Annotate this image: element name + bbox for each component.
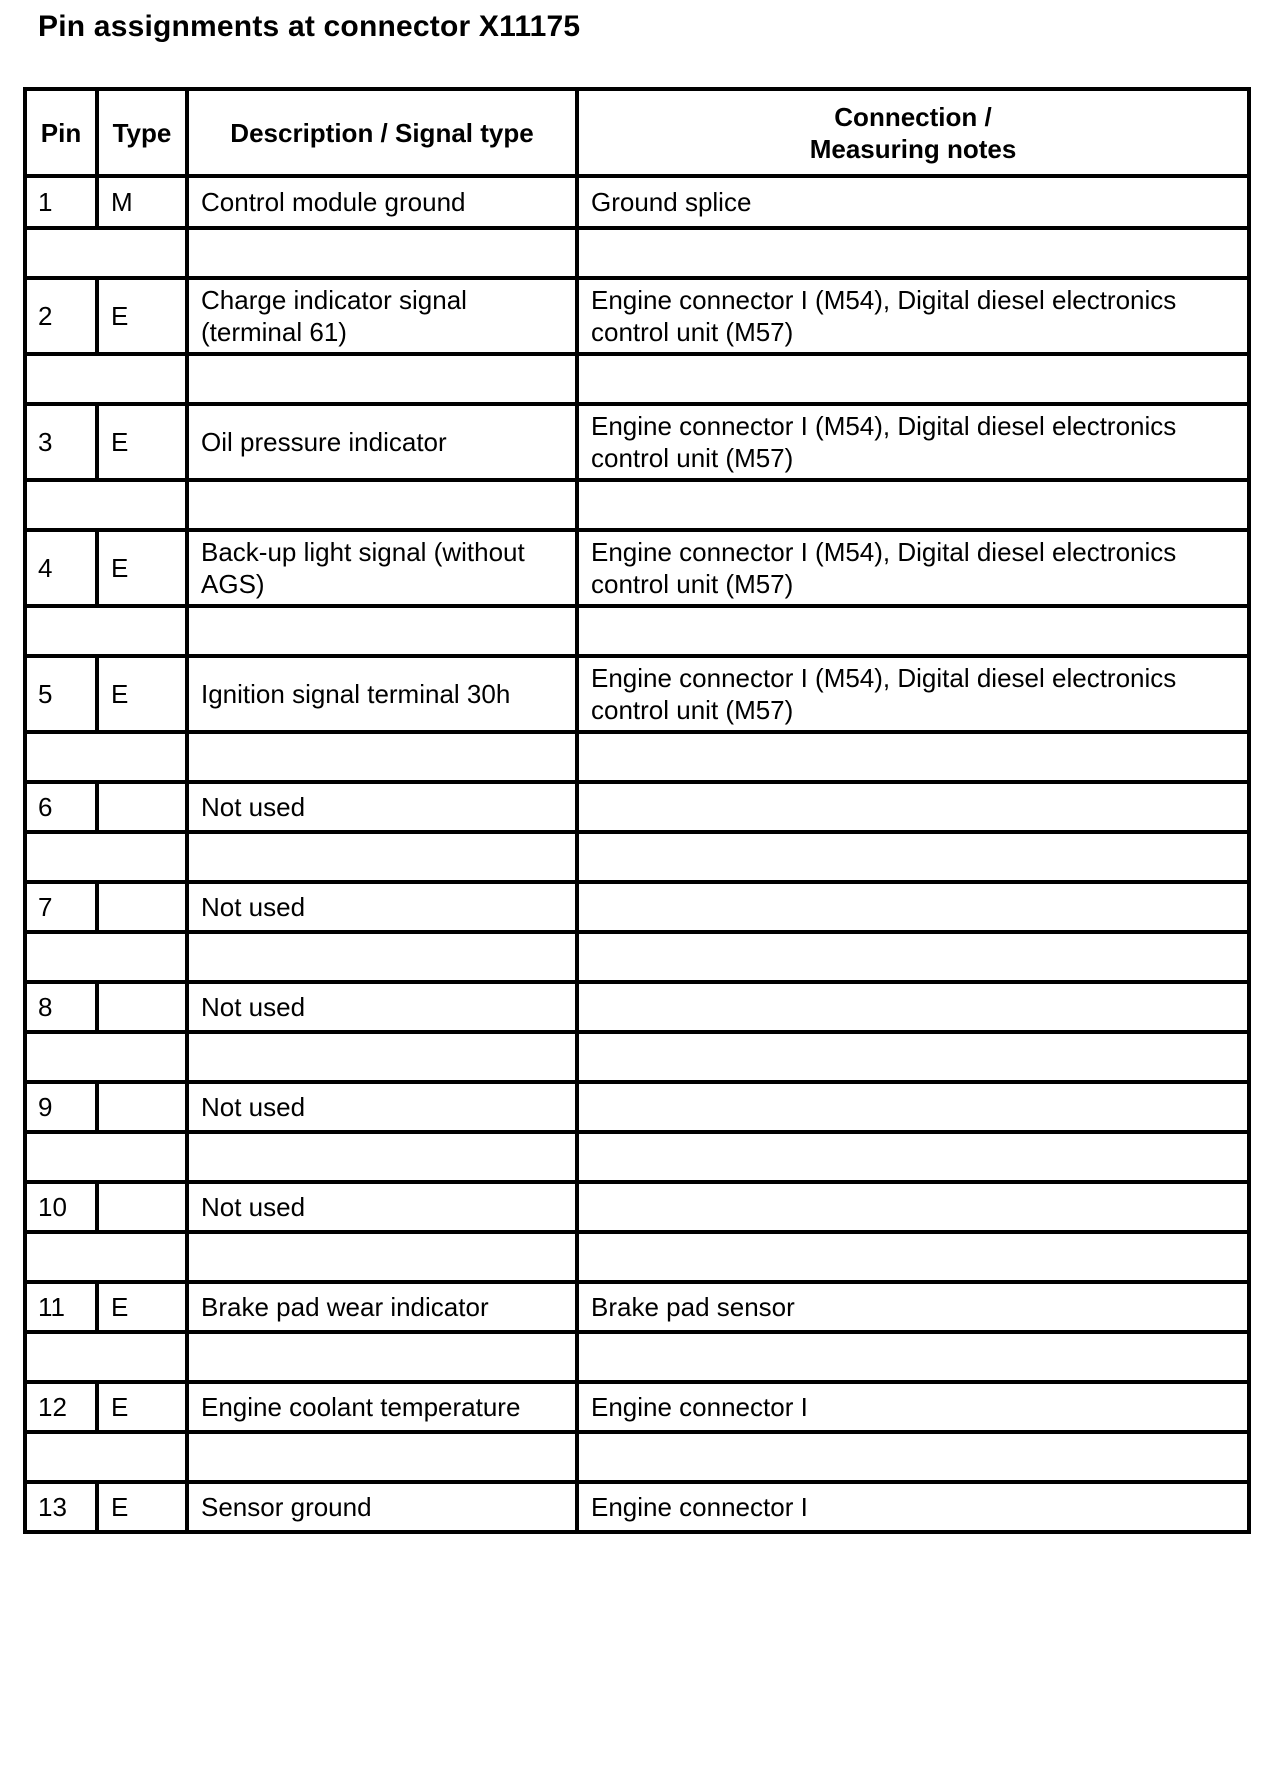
pin-connection (575, 1184, 1247, 1230)
spacer-cell (575, 1234, 1247, 1280)
table-row (27, 1480, 1247, 1530)
spacer-cell (185, 1334, 575, 1380)
pin-connection (575, 884, 1247, 930)
spacer-cell (185, 608, 575, 654)
spacer-cell (575, 1434, 1247, 1480)
pin-description: Brake pad wear indicator (185, 1284, 575, 1330)
table-header-row (27, 91, 1247, 174)
pin-number: 2 (38, 301, 53, 331)
pin-description-line1: Charge indicator signal (201, 285, 467, 315)
pin-connection-line1: Engine connector I (M54), Digital diesel electronics (591, 663, 1177, 693)
pin-connection (575, 984, 1247, 1030)
spacer-cell (185, 1134, 575, 1180)
pin-connection: Ground splice (575, 178, 1247, 226)
pin-connection (575, 532, 1247, 604)
table-row (27, 1180, 1247, 1230)
spacer-cell (185, 356, 575, 402)
spacer-cell (185, 1034, 575, 1080)
pin-number: 8 (38, 992, 53, 1022)
spacer-cell (27, 934, 185, 980)
spacer-cell (27, 356, 185, 402)
table-row (27, 1380, 1247, 1430)
spacer-cell (27, 734, 185, 780)
pin-number: 11 (38, 1292, 65, 1322)
pin-description (185, 280, 575, 352)
table-row (27, 980, 1247, 1030)
pin-connection-line2: control unit (M57) (591, 317, 794, 347)
pin-type: E (95, 1284, 185, 1330)
table-row (27, 1080, 1247, 1130)
pin-description: Not used (185, 1184, 575, 1230)
pin-type: M (95, 178, 185, 226)
spacer-row (27, 352, 1247, 402)
pin-connection (575, 406, 1247, 478)
pin-description: Ignition signal terminal 30h (185, 658, 575, 730)
pin-type (95, 784, 185, 830)
pin-connection-line2: control unit (M57) (591, 569, 794, 599)
spacer-row (27, 1030, 1247, 1080)
pin-connection: Brake pad sensor (575, 1284, 1247, 1330)
spacer-row (27, 604, 1247, 654)
pin-type: E (95, 280, 185, 352)
spacer-cell (575, 734, 1247, 780)
pin-number: 13 (38, 1492, 67, 1522)
pin-connection (575, 280, 1247, 352)
pin-description: Not used (185, 1084, 575, 1130)
pin-connection-line1: Engine connector I (M54), Digital diesel electronics (591, 411, 1177, 441)
spacer-cell (575, 1034, 1247, 1080)
spacer-cell (27, 1034, 185, 1080)
pin-description-line2: (terminal 61) (201, 317, 347, 347)
pin-number: 9 (38, 1092, 53, 1122)
pin-number: 12 (38, 1392, 67, 1422)
spacer-cell (575, 1334, 1247, 1380)
pin-type (95, 984, 185, 1030)
spacer-cell (27, 1434, 185, 1480)
pin-number: 7 (38, 892, 53, 922)
pin-number: 4 (38, 553, 53, 583)
pin-connection (575, 658, 1247, 730)
spacer-row (27, 830, 1247, 880)
pin-connection: Engine connector I (575, 1484, 1247, 1530)
pin-description: Engine coolant temperature (185, 1384, 575, 1430)
table-row (27, 1280, 1247, 1330)
header-connection-line1: Connection / (834, 101, 992, 132)
table-row (27, 174, 1247, 226)
spacer-cell (575, 934, 1247, 980)
spacer-cell (27, 608, 185, 654)
pin-description: Sensor ground (185, 1484, 575, 1530)
spacer-row (27, 1230, 1247, 1280)
spacer-cell (27, 230, 185, 276)
spacer-row (27, 478, 1247, 528)
pin-connection (575, 784, 1247, 830)
pin-description (185, 532, 575, 604)
spacer-cell (27, 482, 185, 528)
spacer-cell (185, 230, 575, 276)
header-type: Type (95, 91, 185, 174)
spacer-cell (575, 356, 1247, 402)
spacer-cell (27, 1134, 185, 1180)
spacer-cell (27, 1234, 185, 1280)
spacer-cell (185, 734, 575, 780)
pin-type: E (95, 1484, 185, 1530)
spacer-row (27, 1130, 1247, 1180)
pin-type: E (95, 532, 185, 604)
pin-description-line2: AGS) (201, 569, 265, 599)
pin-table (23, 87, 1251, 1534)
pin-type (95, 1184, 185, 1230)
spacer-row (27, 1430, 1247, 1480)
spacer-cell (575, 230, 1247, 276)
spacer-cell (575, 1134, 1247, 1180)
spacer-cell (185, 1434, 575, 1480)
spacer-cell (575, 834, 1247, 880)
table-row (27, 654, 1247, 730)
pin-description: Not used (185, 984, 575, 1030)
pin-description: Not used (185, 884, 575, 930)
pin-connection-line2: control unit (M57) (591, 695, 794, 725)
spacer-row (27, 226, 1247, 276)
table-row (27, 402, 1247, 478)
pin-type: E (95, 1384, 185, 1430)
spacer-row (27, 730, 1247, 780)
table-row (27, 276, 1247, 352)
pin-type: E (95, 406, 185, 478)
pin-number: 1 (38, 187, 53, 217)
pin-connection: Engine connector I (575, 1384, 1247, 1430)
pin-number: 5 (38, 679, 53, 709)
spacer-cell (185, 934, 575, 980)
spacer-cell (185, 834, 575, 880)
spacer-cell (27, 1334, 185, 1380)
pin-number: 3 (38, 427, 53, 457)
table-row (27, 528, 1247, 604)
spacer-cell (575, 482, 1247, 528)
pin-type: E (95, 658, 185, 730)
spacer-cell (185, 1234, 575, 1280)
page-title: Pin assignments at connector X11175 (38, 10, 581, 43)
header-pin: Pin (40, 117, 82, 148)
pin-connection (575, 1084, 1247, 1130)
pin-description-line1: Back-up light signal (without (201, 537, 525, 567)
pin-description: Oil pressure indicator (185, 406, 575, 478)
pin-type (95, 1084, 185, 1130)
spacer-cell (27, 834, 185, 880)
pin-connection-line1: Engine connector I (M54), Digital diesel electronics (591, 285, 1177, 315)
header-connection (575, 91, 1247, 174)
pin-type (95, 884, 185, 930)
pin-number: 6 (38, 792, 53, 822)
pin-connection-line2: control unit (M57) (591, 443, 794, 473)
spacer-row (27, 930, 1247, 980)
table-row (27, 780, 1247, 830)
header-connection-line2: Measuring notes (809, 133, 1017, 164)
header-description: Description / Signal type (185, 91, 575, 174)
pin-description: Not used (185, 784, 575, 830)
spacer-cell (575, 608, 1247, 654)
spacer-cell (185, 482, 575, 528)
pin-description: Control module ground (185, 178, 575, 226)
pin-number: 10 (38, 1192, 67, 1222)
pin-connection-line1: Engine connector I (M54), Digital diesel electronics (591, 537, 1177, 567)
spacer-row (27, 1330, 1247, 1380)
table-row (27, 880, 1247, 930)
